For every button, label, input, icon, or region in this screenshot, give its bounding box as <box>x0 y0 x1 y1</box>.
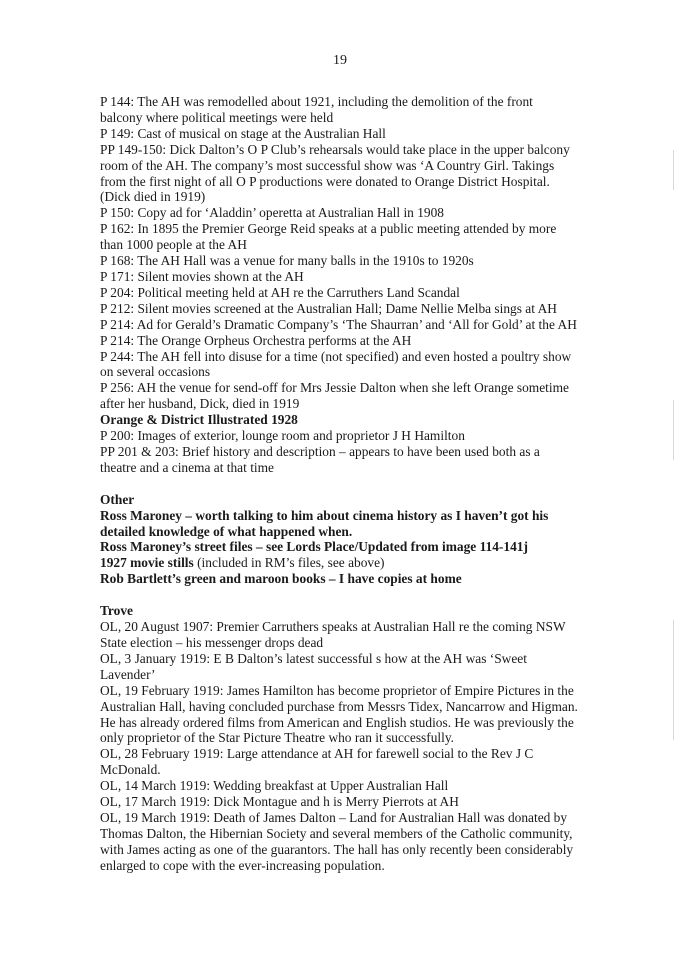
entry: P 162: In 1895 the Premier George Reid speaks at a public meeting attended by more than 1000 people at the AH <box>100 221 557 253</box>
entry: P 168: The AH Hall was a venue for many balls in the 1910s to 1920s <box>100 253 474 269</box>
trove-entry: OL, 28 February 1919: Large attendance at AH for farewell social to the Rev J C McDonald. <box>100 746 534 778</box>
movie-stills-label: 1927 movie stills <box>100 555 194 571</box>
section-heading-other: Other <box>100 491 135 507</box>
section-heading-trove: Trove <box>100 603 133 619</box>
entry: P 200: Images of exterior, lounge room and proprietor J H Hamilton <box>100 428 465 444</box>
entry: P 256: AH the venue for send-off for Mrs Jessie Dalton when she left Orange sometime after her husband, Dick, died in 1919 <box>100 380 569 412</box>
page-number: 19 <box>333 53 347 68</box>
trove-entry: OL, 14 March 1919: Wedding breakfast at Upper Australian Hall <box>100 778 449 794</box>
note-ross-maroney: Ross Maroney – worth talking to him about cinema history as I haven’t got his detailed knowledge of what happened when. <box>100 507 549 539</box>
movie-stills-detail: (included in RM’s files, see above) <box>193 555 385 571</box>
entry: P 150: Copy ad for ‘Aladdin’ operetta at Australian Hall in 1908 <box>100 205 444 221</box>
entry: PP 149-150: Dick Dalton’s O P Club’s rehearsals would take place in the upper balcony room of the AH. The company’s most successful show was ‘A Country Girl. Takings from the first night of all O P productions were donated to Orange District Hospital. (Dick died in 1919) <box>100 141 570 205</box>
trove-entry: OL, 3 January 1919: E B Dalton’s latest successful s how at the AH was ‘Sweet Lavender’ <box>100 650 527 682</box>
entry: P 212: Silent movies screened at the Australian Hall; Dame Nellie Melba sings at AH <box>100 300 557 316</box>
section-heading-orange-district: Orange & District Illustrated 1928 <box>100 412 298 428</box>
spacer <box>100 587 578 603</box>
trove-entry: OL, 19 February 1919: James Hamilton has become proprietor of Empire Pictures in the Australian Hall, having concluded purchase from Messrs Tidex, Nancarrow and Higman. He has already ordered films from American and English studios. He was previously the only proprietor of the Star Picture Theatre who ran it successfully. <box>100 682 578 746</box>
spacer <box>100 476 578 492</box>
note-street-files: Ross Maroney’s street files – see Lords Place/Updated from image 114-141j <box>100 539 528 555</box>
entry: P 214: The Orange Orpheus Orchestra performs at the AH <box>100 332 412 348</box>
entry: P 214: Ad for Gerald’s Dramatic Company’s ‘The Shaurran’ and ‘All for Gold’ at the AH <box>100 316 577 332</box>
scan-edge-mark <box>673 620 674 740</box>
entry: P 144: The AH was remodelled about 1921, including the demolition of the front balcony where political meetings were held <box>100 94 533 125</box>
trove-entry: OL, 19 March 1919: Death of James Dalton – Land for Australian Hall was donated by Thomas Dalton, the Hibernian Society and several members of the Catholic community, with James acting as one of the guarantors. The hall has only recently been considerably enlarged to cope with the ever-increasing population. <box>100 809 574 873</box>
note-rob-bartlett: Rob Bartlett’s green and maroon books – I have copies at home <box>100 571 462 587</box>
trove-entry: OL, 20 August 1907: Premier Carruthers speaks at Australian Hall re the coming NSW State election – his messenger drops dead <box>100 619 566 650</box>
entry: PP 201 & 203: Brief history and description – appears to have been used both as a theatre and a cinema at that time <box>100 443 540 475</box>
entry: P 204: Political meeting held at AH re the Carruthers Land Scandal <box>100 284 460 300</box>
entry: P 171: Silent movies shown at the AH <box>100 268 304 284</box>
entry: P 149: Cast of musical on stage at the Australian Hall <box>100 125 386 141</box>
scan-edge-mark <box>673 150 674 190</box>
scan-edge-mark <box>673 400 674 460</box>
trove-entry: OL, 17 March 1919: Dick Montague and h is Merry Pierrots at AH <box>100 794 459 810</box>
note-movie-stills <box>100 555 578 571</box>
document-body <box>100 94 578 874</box>
entry: P 244: The AH fell into disuse for a time (not specified) and even hosted a poultry show on several occasions <box>100 348 572 380</box>
